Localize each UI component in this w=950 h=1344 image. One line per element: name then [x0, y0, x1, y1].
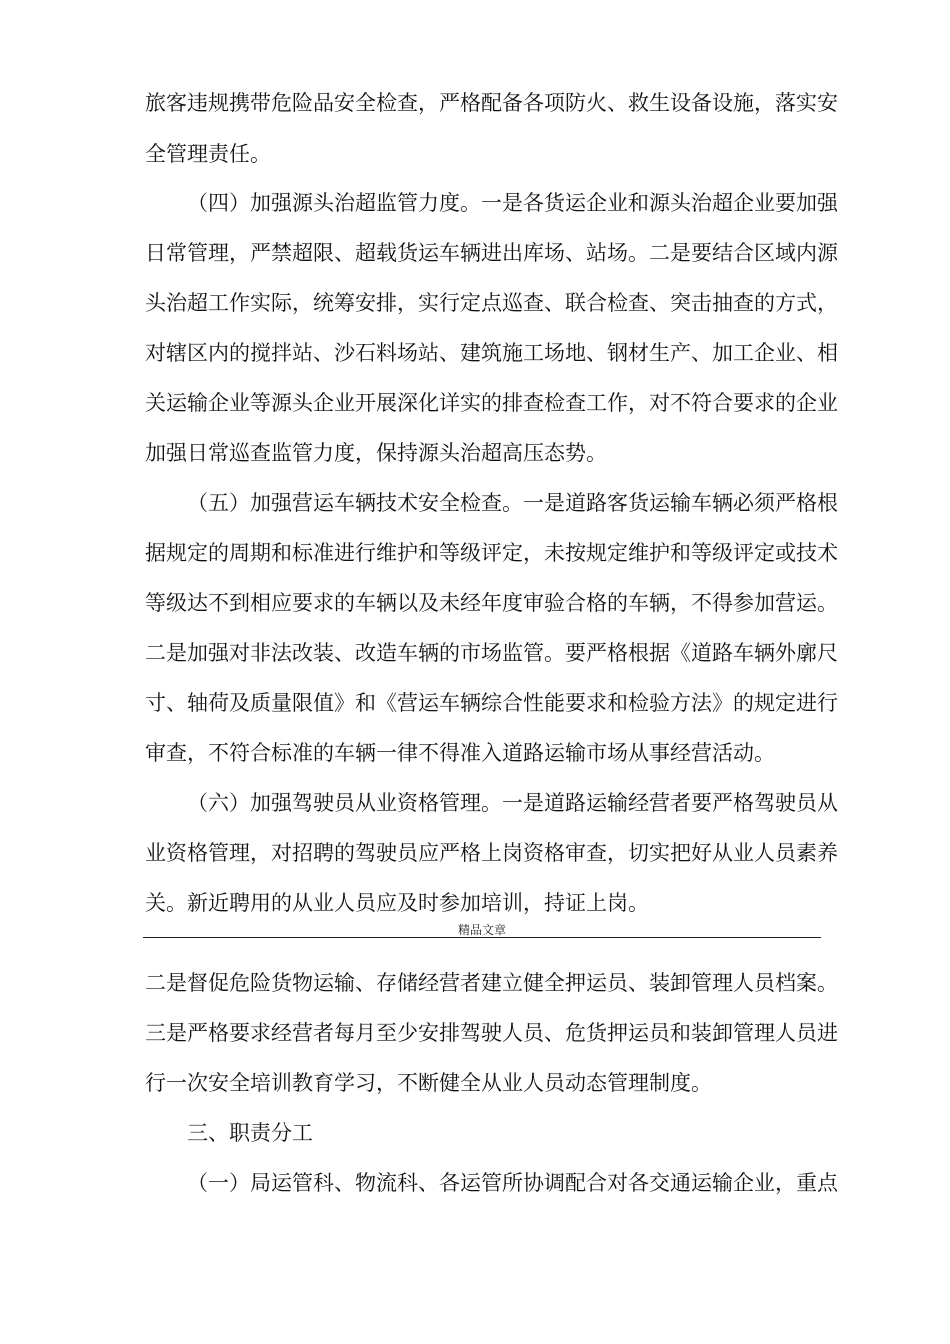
paragraph-line: 二是加强对非法改装、改造车辆的市场监管。要严格根据《道路车辆外廓尺: [145, 641, 838, 665]
paragraph-line: （五）加强营运车辆技术安全检查。一是道路客货运输车辆必须严格根: [187, 491, 838, 515]
paragraph-line: （六）加强驾驶员从业资格管理。一是道路运输经营者要严格驾驶员从: [187, 791, 838, 815]
paragraph-line: 三是严格要求经营者每月至少安排驾驶人员、危货押运员和装卸管理人员进: [145, 1021, 838, 1045]
paragraph-line: 业资格管理，对招聘的驾驶员应严格上岗资格审查，切实把好从业人员素养: [145, 841, 838, 865]
paragraph-line: （四）加强源头治超监管力度。一是各货运企业和源头治超企业要加强: [187, 191, 838, 215]
paragraph-line: 二是督促危险货物运输、存储经营者建立健全押运员、装卸管理人员档案。: [145, 971, 838, 995]
paragraph-line: 对辖区内的搅拌站、沙石料场站、建筑施工场地、钢材生产、加工企业、相: [145, 341, 838, 365]
paragraph-line: 全管理责任。: [145, 142, 271, 166]
paragraph-line: （一）局运管科、物流科、各运管所协调配合对各交通运输企业，重点: [187, 1171, 838, 1195]
paragraph-line: 行一次安全培训教育学习，不断健全从业人员动态管理制度。: [145, 1071, 712, 1095]
page-divider: [143, 937, 821, 938]
paragraph-line: 关运输企业等源头企业开展深化详实的排查检查工作，对不符合要求的企业: [145, 391, 838, 415]
paragraph-line: 等级达不到相应要求的车辆以及未经年度审验合格的车辆，不得参加营运。: [145, 591, 838, 615]
paragraph-line: 旅客违规携带危险品安全检查，严格配备各项防火、救生设备设施，落实安: [145, 91, 838, 115]
paragraph-line: 头治超工作实际，统筹安排，实行定点巡查、联合检查、突击抽查的方式，: [145, 291, 838, 315]
paragraph-line: 加强日常巡查监管力度，保持源头治超高压态势。: [145, 441, 607, 465]
page-footer-label: 精品文章: [457, 923, 506, 937]
paragraph-line: 日常管理，严禁超限、超载货运车辆进出库场、站场。二是要结合区域内源: [145, 241, 838, 265]
section-heading: 三、职责分工: [187, 1121, 313, 1145]
paragraph-line: 关。新近聘用的从业人员应及时参加培训，持证上岗。: [145, 891, 649, 915]
paragraph-line: 寸、轴荷及质量限值》和《营运车辆综合性能要求和检验方法》的规定进行: [145, 691, 838, 715]
paragraph-line: 审查，不符合标准的车辆一律不得准入道路运输市场从事经营活动。: [145, 741, 775, 765]
paragraph-line: 据规定的周期和标准进行维护和等级评定，未按规定维护和等级评定或技术: [145, 541, 838, 565]
